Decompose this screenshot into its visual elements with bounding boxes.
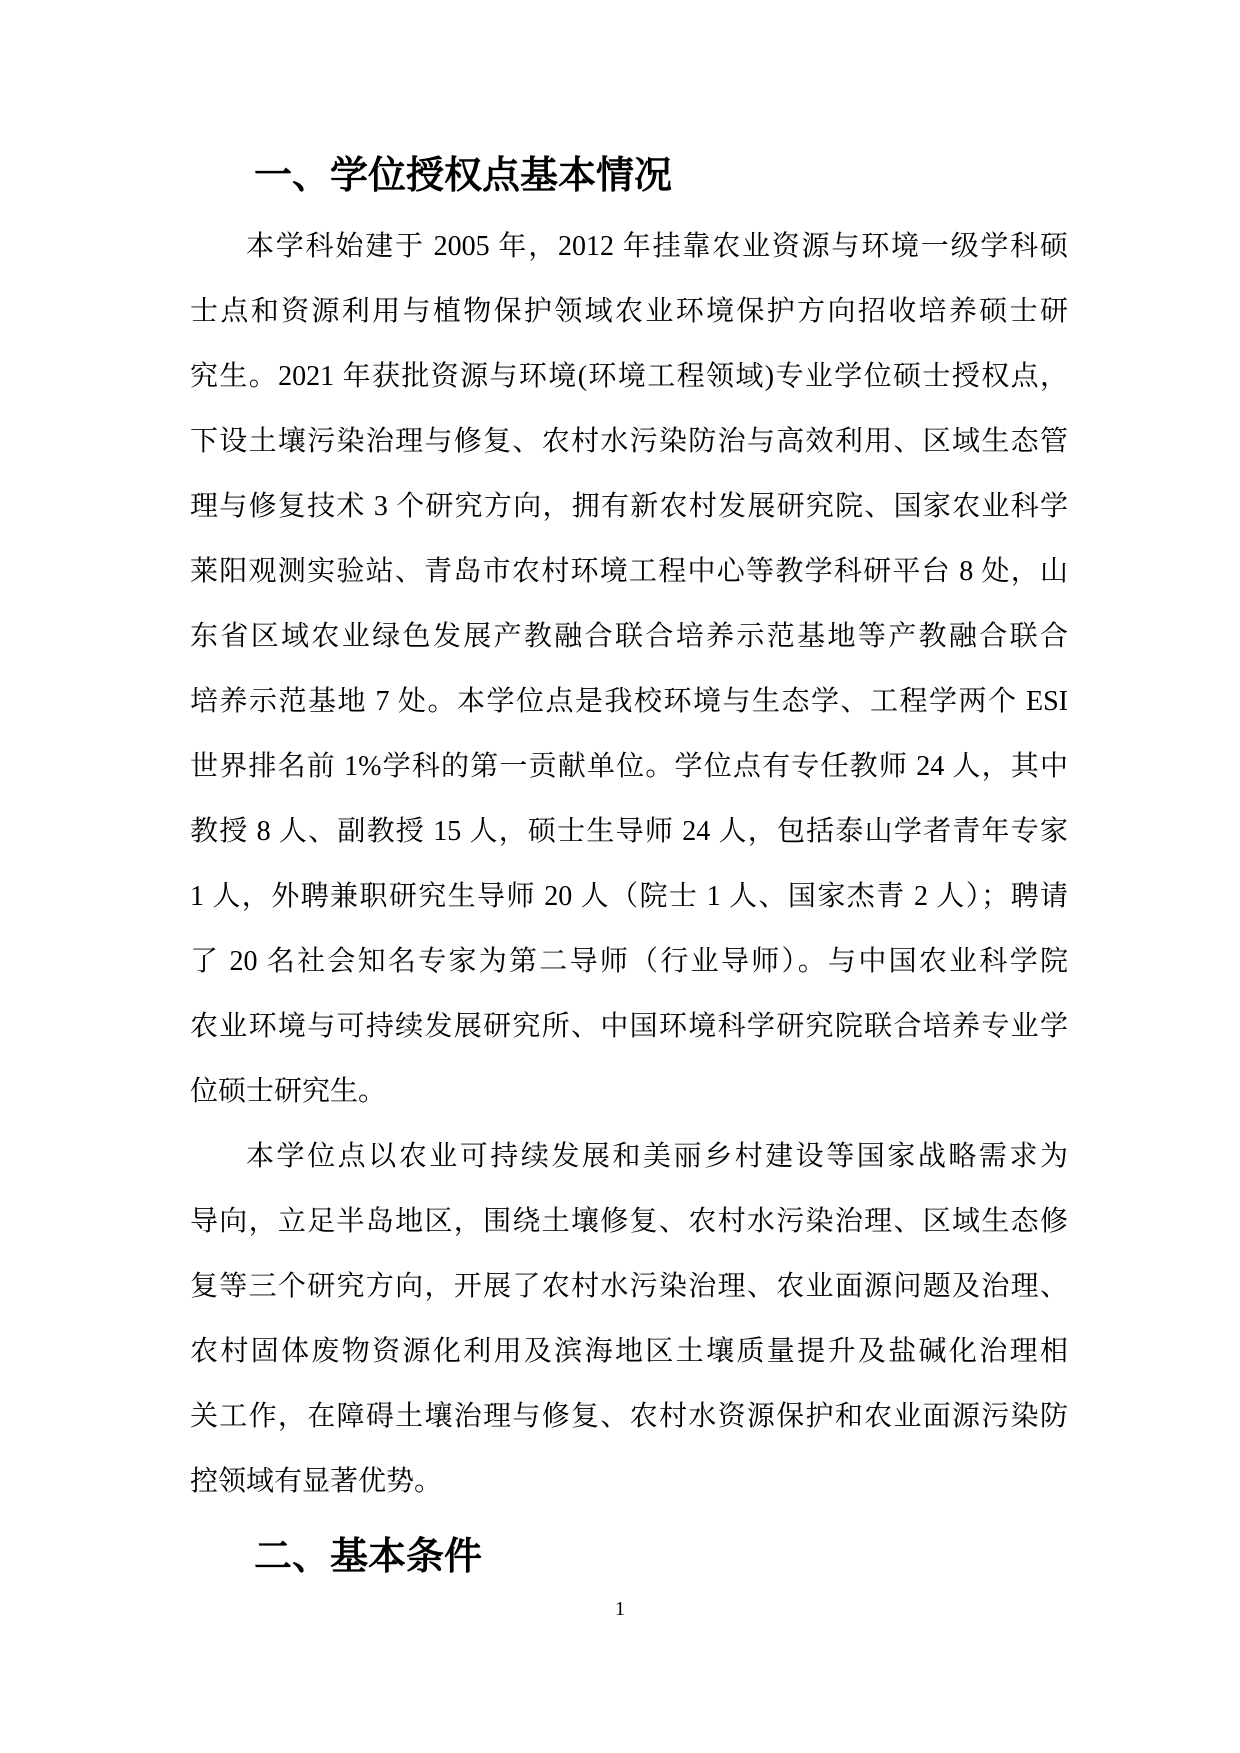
page-number: 1 [615,1598,625,1620]
text-line: 世界排名前 1%学科的第一贡献单位。学位点有专任教师 24 人，其中 [190,751,1068,782]
text-line: 农业环境与可持续发展研究所、中国环境科学研究院联合培养专业学 [190,1011,1068,1042]
text-line: 本学科始建于 2005 年，2012 年挂靠农业资源与环境一级学科硕 [246,231,1068,262]
text-line: 培养示范基地 7 处。本学位点是我校环境与生态学、工程学两个 ESI [190,686,1068,717]
text-line: 导向，立足半岛地区，围绕土壤修复、农村水污染治理、区域生态修 [190,1206,1068,1237]
text-line: 下设土壤污染治理与修复、农村水污染防治与高效利用、区域生态管 [190,426,1068,457]
text-line: 了 20 名社会知名专家为第二导师（行业导师）。与中国农业科学院 [190,946,1068,977]
text-line: 教授 8 人、副教授 15 人，硕士生导师 24 人，包括泰山学者青年专家 [190,816,1068,847]
section-2-heading: 二、基本条件 [254,1536,483,1578]
text-line: 位硕士研究生。 [190,1076,387,1107]
text-line: 士点和资源利用与植物保护领域农业环境保护方向招收培养硕士研 [190,296,1068,327]
paragraph-intro [190,214,1068,1124]
text-line: 本学位点以农业可持续发展和美丽乡村建设等国家战略需求为 [246,1141,1068,1172]
text-line: 理与修复技术 3 个研究方向，拥有新农村发展研究院、国家农业科学 [190,491,1068,522]
text-line: 农村固体废物资源化利用及滨海地区土壤质量提升及盐碱化治理相 [190,1336,1068,1367]
text-line: 究生。2021 年获批资源与环境(环境工程领域)专业学位硕士授权点， [190,361,1068,392]
text-line: 东省区域农业绿色发展产教融合联合培养示范基地等产教融合联合 [190,621,1068,652]
text-line: 莱阳观测实验站、青岛市农村环境工程中心等教学科研平台 8 处，山 [190,556,1068,587]
text-line: 1 人，外聘兼职研究生导师 20 人（院士 1 人、国家杰青 2 人）；聘请 [190,881,1068,912]
paragraph-orientation [190,1124,1068,1514]
text-line: 复等三个研究方向，开展了农村水污染治理、农业面源问题及治理、 [190,1271,1068,1302]
section-1-heading: 一、学位授权点基本情况 [254,155,673,197]
text-line: 控领域有显著优势。 [190,1466,443,1497]
text-line: 关工作，在障碍土壤治理与修复、农村水资源保护和农业面源污染防 [190,1401,1068,1432]
